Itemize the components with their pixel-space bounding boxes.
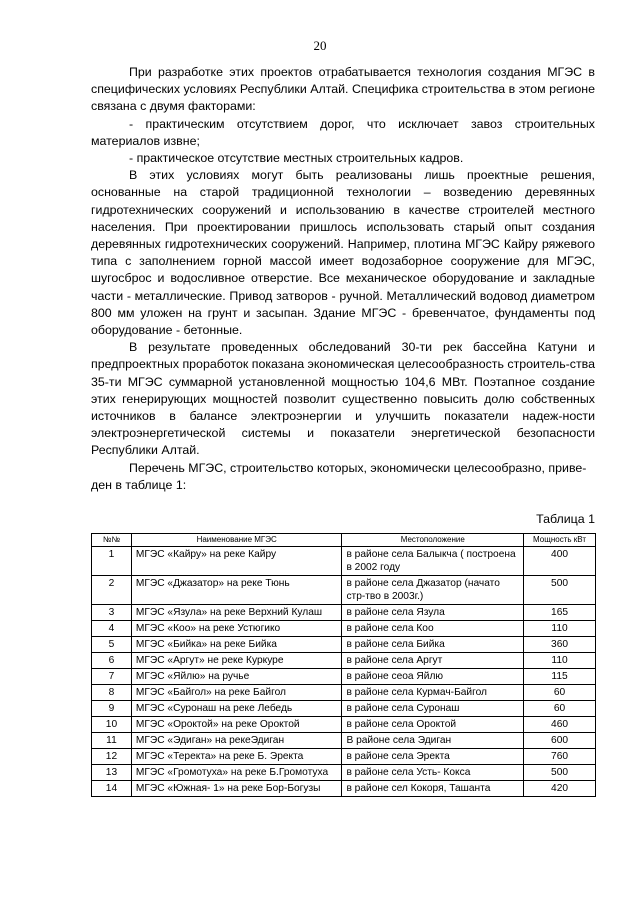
table-header-row [92,534,596,547]
cell-location: В районе села Эдиган [342,733,524,749]
cell-location: в районе села Курмач-Байгол [342,685,524,701]
header-power: Мощность кВт [524,534,596,547]
table-row [92,547,596,576]
cell-location: в районе села Балыкча ( построена в 2002 году [342,547,524,576]
table-caption: Таблица 1 [536,512,595,526]
cell-name: МГЭС «Коо» на реке Устюгико [131,621,342,637]
table-row [92,576,596,605]
cell-number: 1 [92,547,132,576]
cell-number: 10 [92,717,132,733]
cell-location: в районе села Коо [342,621,524,637]
cell-name: МГЭС «Байгол» на реке Байгол [131,685,342,701]
cell-number: 11 [92,733,132,749]
table-row [92,765,596,781]
cell-name: МГЭС «Бийка» на реке Бийка [131,637,342,653]
cell-name: МГЭС «Яйлю» на ручье [131,669,342,685]
mges-table [91,533,596,797]
page-number: 20 [313,38,327,53]
table-row [92,653,596,669]
cell-location: в районе села Ороктой [342,717,524,733]
cell-power: 760 [524,749,596,765]
paragraph-table-intro: Перечень МГЭС, строительство которых, экономически целесообразно, приве-ден в таблице 1: [91,460,587,492]
cell-name: МГЭС «Суронаш на реке Лебедь [131,701,342,717]
paragraph-results: В результате проведенных обследований 30-ти рек бассейна Катуни и предпроектных проработок показана экономическая целесообразность строитель-ства 35-ти МГЭС суммарной установленной мощностью 104,6 МВт. Поэтапное создание этих генерирующих мощностей позволит существенно повысить долю собственных источников в балансе электроэнергии и улучшить показатели надеж-ности электроэнергетической системы и показатели энергетической безопасности Республики Алтай. [91,340,595,458]
cell-power: 600 [524,733,596,749]
cell-location: в районе сеоа Яйлю [342,669,524,685]
table-row [92,749,596,765]
cell-location: в районе села Суронаш [342,701,524,717]
cell-number: 14 [92,781,132,797]
paragraph-factor-roads: - практическим отсутствием дорог, что исключает завоз строительных материалов извне; [91,116,595,148]
cell-name: МГЭС «Громотуха» на реке Б.Громотуха [131,765,342,781]
table-row [92,621,596,637]
cell-power: 60 [524,685,596,701]
cell-power: 460 [524,717,596,733]
cell-number: 8 [92,685,132,701]
table-row [92,605,596,621]
cell-name: МГЭС «Эдиган» на рекеЭдиган [131,733,342,749]
cell-number: 7 [92,669,132,685]
cell-location: в районе села Бийка [342,637,524,653]
paragraph-intro: При разработке этих проектов отрабатывается технология создания МГЭС в специфических условиях Республики Алтай. Специфика строительства в этом регионе связана с двумя факторами: [91,65,595,114]
table-row [92,685,596,701]
cell-name: МГЭС «Теректа» на реке Б. Эректа [131,749,342,765]
cell-number: 4 [92,621,132,637]
cell-number: 9 [92,701,132,717]
cell-name: МГЭС «Джазатор» на реке Тюнь [131,576,342,605]
cell-power: 500 [524,765,596,781]
cell-power: 360 [524,637,596,653]
cell-location: в районе села Джазатор (начато стр-тво в 2003г.) [342,576,524,605]
cell-location: в районе села Усть- Кокса [342,765,524,781]
table-row [92,733,596,749]
cell-power: 110 [524,653,596,669]
body-text [91,64,595,494]
cell-name: МГЭС «Южная- 1» на реке Бор-Богузы [131,781,342,797]
cell-number: 6 [92,653,132,669]
cell-power: 110 [524,621,596,637]
cell-power: 400 [524,547,596,576]
table-row [92,701,596,717]
cell-power: 115 [524,669,596,685]
cell-power: 500 [524,576,596,605]
cell-number: 2 [92,576,132,605]
table-row [92,669,596,685]
table-row [92,717,596,733]
paragraph-factor-personnel: - практическое отсутствие местных строительных кадров. [129,151,464,166]
cell-number: 5 [92,637,132,653]
cell-number: 12 [92,749,132,765]
table-body [92,547,596,797]
cell-power: 420 [524,781,596,797]
header-number: №№ [92,534,132,547]
cell-location: в районе сел Кокоря, Ташанта [342,781,524,797]
cell-name: МГЭС «Аргут» не реке Куркуре [131,653,342,669]
paragraph-technology: В этих условиях могут быть реализованы лишь проектные решения, основанные на старой традиционной технологии – возведению деревянных гидротехнических сооружений и использованию в качестве строителей местного населения. При проектировании пришлось использовать старый опыт создания деревянных гидротехнических сооружений. Например, плотина МГЭС Кайру ряжевого типа с заполнением горной массой имеет водозаборное сооружение для МГЭС, шугосброс и водосливное отверстие. Все механическое оборудование и закладные части - металлические. Привод затворов - ручной. Металлический водовод диаметром 800 мм уложен на грунт и засыпан. Здание МГЭС - бревенчатое, фундаменты под оборудование - бетонные. [91,168,595,338]
cell-location: в районе села Язула [342,605,524,621]
cell-name: МГЭС «Язула» на реке Верхний Кулаш [131,605,342,621]
table-row [92,637,596,653]
cell-name: МГЭС «Кайру» на реке Кайру [131,547,342,576]
cell-location: в районе села Эректа [342,749,524,765]
table-row [92,781,596,797]
header-name: Наименование МГЭС [131,534,342,547]
header-location: Местоположение [342,534,524,547]
cell-number: 13 [92,765,132,781]
cell-location: в районе села Аргут [342,653,524,669]
cell-power: 165 [524,605,596,621]
cell-number: 3 [92,605,132,621]
cell-power: 60 [524,701,596,717]
cell-name: МГЭС «Ороктой» на реке Ороктой [131,717,342,733]
